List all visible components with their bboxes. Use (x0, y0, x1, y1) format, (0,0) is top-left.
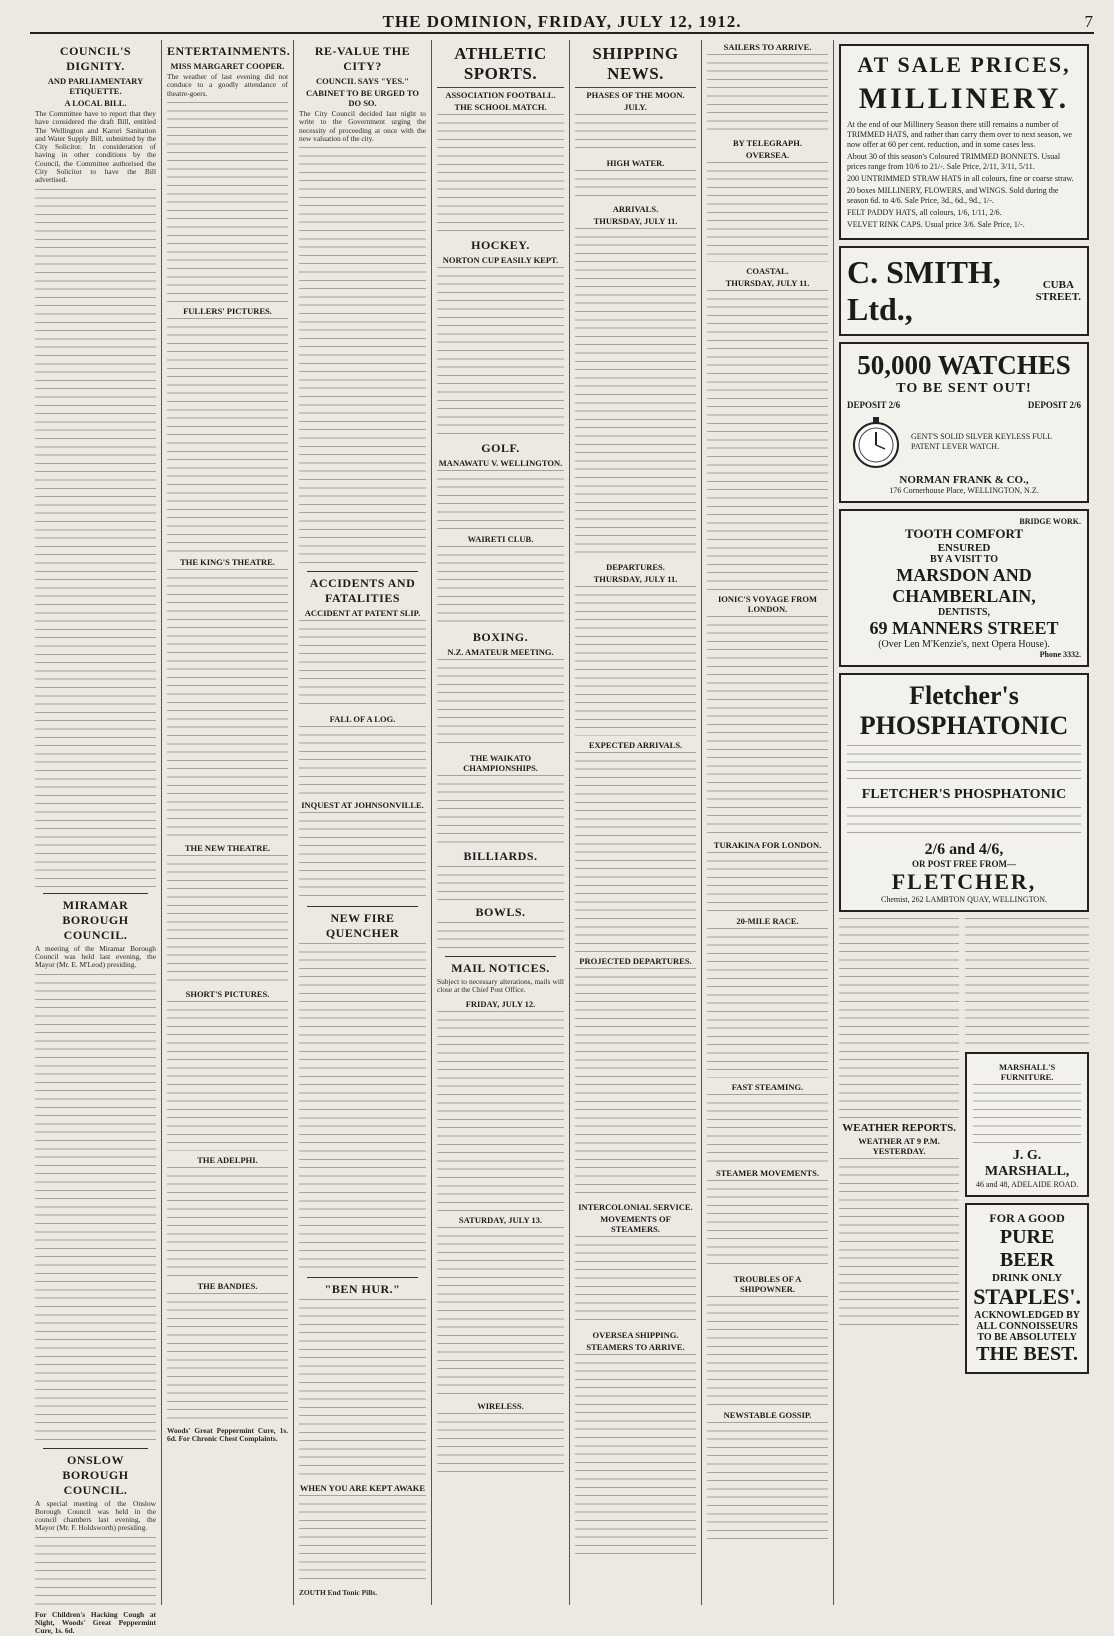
subhead: OVERSEA. (745, 150, 790, 160)
subhead: 20-MILE RACE. (736, 916, 799, 926)
subhead: AND PARLIAMENTARY ETIQUETTE. (47, 76, 144, 96)
subhead: FALL OF A LOG. (329, 714, 396, 725)
headline-fire-quencher: NEW FIRE QUENCHER (325, 911, 400, 941)
column-1 (30, 40, 162, 1636)
phosphatonic-title: Fletcher's PHOSPHATONIC (859, 681, 1069, 740)
subhead: THE KING'S THEATRE. (180, 556, 275, 567)
subhead: INQUEST AT JOHNSONVILLE. (301, 800, 424, 811)
article-continuation (35, 974, 156, 1444)
column-5 (570, 40, 702, 1605)
pocket-watch-icon (847, 413, 905, 471)
article-continuation (35, 1537, 156, 1607)
footer-ad: Woods' Great Peppermint Cure, 1s. 6d. For Chronic Chest Complaints. (167, 1425, 290, 1444)
newspaper-page (30, 40, 1094, 1636)
subhead: THE ADELPHI. (197, 1154, 258, 1165)
column-7-ads: AT SALE PRICES, MILLINERY. At the end of our Millinery Season there still remains a number of TRIMMED HATS, and rather than carry them over to next season, we now offer at 60 per cent. reduction, and in some cases less. About 30 of this season's Coloured TRIMMED BONNETS. Usual prices range from 10/6 to 21/-. Sale Price, 2/11, 3/11, 5/11. 200 UNTRIMMED STRAW HATS in all colours, fine or coarse straw. 20 boxes MILLINERY, FLOWERS, and WINGS. Sold during the season 6d. to 4/6. Sale Price, 3d., 6d., 9d., 1/-. FELT PADDY HATS, all colours, 1/6, 1/11, 2/6. VELVET RINK CAPS. Usual price 3/6. Sale Price, 1/-. C. SMITH, Ltd., CUBA STREET. 50,000 WATCHES TO BE SENT OUT! DEPOSIT 2/6 DEPOSIT 2/6 GENT'S SOLID SILVER KEYLESS FULL PATENT LEVER WATCH. NORMAN FRANK & CO., 176 Cornerhouse Place, WELLINGTON, N.Z. BRIDGE WORK. TOOTH COMFORT ENSURED BY A VISIT TO MARSDON AND CHAMBERLAIN, DENTISTS, 69 MANNERS STREET (Over Len M'Kenzie's, next Opera House). Phone 3332. Fletcher's PHOSPHATONIC FLETCHER'S PHOSPHATONIC 2/6 and 4/6, OR POST FREE FROM— FLETCHER, Chemist, 262 LAMBTON QUAY, WELLINGTON. WEATHER REPORTS. WEATHER AT 9 P.M. YESTERDAY. MARSHALL'S FURNITURE. J. G. MARSHALL, 46 and 48, ADELAIDE ROAD. FOR A GOOD PURE BEER DRINK ONLY STAPLES'. ACKNOWLEDGED BY ALL CONNOISSEURS TO BE ABSOLUTELY THE BEST. (834, 40, 1094, 1605)
subhead: THURSDAY, JULY 11. (593, 574, 678, 584)
subhead: COUNCIL SAYS "YES." (316, 76, 409, 86)
headline-boxing: BOXING. (472, 630, 529, 644)
subhead: TURAKINA FOR LONDON. (713, 840, 822, 850)
bridge-work-label: BRIDGE WORK. (1019, 517, 1081, 526)
article-text: The Committee have to report that they have considered the draft Bill, entitled The Wellington and Karori Sanitation and Water Supply Bill, submitted by the City Solicitor. In consideration of having in other conditions by the Council, the Committee authorised the City Solicitor to have the Bill advertised. (35, 109, 158, 185)
subhead: THE SCHOOL MATCH. (454, 102, 547, 112)
subhead: THE NEW THEATRE. (184, 842, 271, 853)
column-6 (702, 40, 834, 1605)
subhead: THE WAIKATO CHAMPIONSHIPS. (463, 753, 538, 773)
subhead: PHASES OF THE MOON. (586, 90, 685, 100)
subhead: FULLERS' PICTURES. (183, 305, 272, 316)
subhead: ASSOCIATION FOOTBALL. (445, 90, 556, 100)
subhead: WIRELESS. (477, 1400, 524, 1411)
headline-miramar: MIRAMAR BOROUGH COUNCIL. (62, 897, 129, 942)
headline-onslow: ONSLOW BOROUGH COUNCIL. (62, 1452, 129, 1497)
footer-ad: ZOUTH End Tonic Pills. (299, 1588, 378, 1598)
headline-golf: GOLF. (481, 441, 520, 455)
page-number: 7 (1084, 12, 1094, 31)
column-3 (294, 40, 432, 1605)
staples-ad: FOR A GOOD PURE BEER DRINK ONLY STAPLES'. ACKNOWLEDGED BY ALL CONNOISSEURS TO BE ABSOLUTELY THE BEST. (965, 1203, 1089, 1374)
millinery-ad: AT SALE PRICES, MILLINERY. At the end of our Millinery Season there still remains a number of TRIMMED HATS, and rather than carry them over to next season, we now offer at 60 per cent. reduction, and in some cases less. About 30 of this season's Coloured TRIMMED BONNETS. Usual prices range from 10/6 to 21/-. Sale Price, 2/11, 3/11, 5/11. 200 UNTRIMMED STRAW HATS in all colours, fine or coarse straw. 20 boxes MILLINERY, FLOWERS, and WINGS. Sold during the season 6d. to 4/6. Sale Price, 3d., 6d., 9d., 1/-. FELT PADDY HATS, all colours, 1/6, 1/11, 2/6. VELVET RINK CAPS. Usual price 3/6. Sale Price, 1/-. (839, 44, 1089, 240)
headline-billiards: BILLIARDS. (463, 849, 538, 863)
subhead: EXPECTED ARRIVALS. (588, 740, 683, 750)
subhead: FAST STEAMING. (731, 1082, 804, 1092)
phosphatonic-ad: Fletcher's PHOSPHATONIC FLETCHER'S PHOSPHATONIC 2/6 and 4/6, OR POST FREE FROM— FLETCHER, Chemist, 262 LAMBTON QUAY, WELLINGTON. (839, 673, 1089, 912)
dentists-ad: BRIDGE WORK. TOOTH COMFORT ENSURED BY A VISIT TO MARSDON AND CHAMBERLAIN, DENTISTS, 69 MANNERS STREET (Over Len M'Kenzie's, next Opera House). Phone 3332. (839, 509, 1089, 667)
subhead: STEAMERS TO ARRIVE. (586, 1342, 685, 1352)
weather-heading: WEATHER REPORTS. (842, 1122, 956, 1134)
headline-shipping-news: SHIPPING NEWS. (575, 44, 696, 88)
subhead: OVERSEA SHIPPING. (592, 1330, 679, 1340)
headline-hockey: HOCKEY. (471, 238, 530, 252)
subhead: SATURDAY, JULY 13. (458, 1214, 543, 1225)
ad-headline: AT SALE PRICES, (857, 52, 1071, 77)
headline-revalue: RE-VALUE THE CITY? (314, 44, 411, 73)
subhead: TROUBLES OF A SHIPOWNER. (733, 1274, 802, 1294)
subhead: SAILERS TO ARRIVE. (723, 42, 812, 52)
subhead: NORTON CUP EASILY KEPT. (442, 255, 559, 265)
article-text: A meeting of the Miramar Borough Council was held last evening, the Mayor (Mr. E. M'Leod) presiding. (35, 943, 158, 970)
marshall-ad: MARSHALL'S FURNITURE. J. G. MARSHALL, 46 and 48, ADELAIDE ROAD. (965, 1052, 1089, 1197)
ad-title: MILLINERY. (858, 82, 1070, 115)
subhead: NEWSTABLE GOSSIP. (723, 1410, 812, 1420)
subhead: COASTAL. (746, 266, 789, 276)
article-text: The City Council decided last night to write to the Government urging the necessity of proceeding at once with the new valuation of the city. (299, 109, 428, 143)
headline-mail-notices: MAIL NOTICES. (451, 961, 550, 975)
watches-headline: 50,000 WATCHES (857, 350, 1071, 380)
smith-name: C. SMITH, Ltd., (847, 254, 1001, 327)
subhead: JULY. (624, 102, 647, 112)
subhead: MANAWATU V. WELLINGTON. (438, 458, 563, 468)
watches-ad: 50,000 WATCHES TO BE SENT OUT! DEPOSIT 2/6 DEPOSIT 2/6 GENT'S SOLID SILVER KEYLESS FULL PATENT LEVER WATCH. NORMAN FRANK & CO., 176 Cornerhouse Place, WELLINGTON, N.Z. (839, 342, 1089, 503)
subhead: SHORT'S PICTURES. (185, 988, 270, 999)
subhead: N.Z. AMATEUR MEETING. (447, 647, 554, 657)
subhead: WAIRETI CLUB. (467, 534, 534, 544)
subhead: MISS MARGARET COOPER. (170, 61, 285, 71)
column-4 (432, 40, 570, 1605)
headline-bowls: BOWLS. (475, 905, 526, 919)
subhead: MOVEMENTS OF STEAMERS. (600, 1214, 671, 1234)
column-2 (162, 40, 294, 1605)
footer-ad: For Children's Hacking Cough at Night, Woods' Great Peppermint Cure, 1s. 6d. (35, 1609, 158, 1636)
subhead: THE BANDIES. (197, 1280, 258, 1291)
headline-councils-dignity: COUNCIL'S DIGNITY. (59, 44, 132, 73)
article-text: A special meeting of the Onslow Borough Council was held in the council chambers last evening, the Mayor (Mr. F. Holdsworth) presiding. (35, 1498, 158, 1533)
subhead: BY TELEGRAPH. (733, 138, 802, 148)
subhead: DEPARTURES. (606, 562, 665, 572)
article-text: Subject to necessary alterations, mails will close at the Chief Post Office. (437, 977, 566, 995)
subhead: INTERCOLONIAL SERVICE. (578, 1202, 693, 1212)
headline-ben-hur: "BEN HUR." (324, 1282, 401, 1297)
subhead: THURSDAY, JULY 11. (725, 278, 810, 288)
subhead: FRIDAY, JULY 12. (465, 998, 536, 1009)
subhead: CABINET TO BE URGED TO DO SO. (305, 88, 420, 108)
subhead: ARRIVALS. (612, 204, 659, 214)
subhead: PROJECTED DEPARTURES. (579, 956, 692, 966)
subhead: IONIC'S VOYAGE FROM LONDON. (717, 594, 817, 614)
subhead: THURSDAY, JULY 11. (593, 216, 678, 226)
masthead (30, 6, 1094, 34)
article-continuation (35, 189, 156, 889)
subhead: A LOCAL BILL. (64, 98, 127, 108)
headline-accidents: ACCIDENTS AND FATALITIES (309, 576, 416, 606)
article-text: The weather of last evening did not conduce to a goodly attendance of theatre-goers. (167, 72, 290, 98)
subhead: HIGH WATER. (606, 158, 665, 168)
subhead: ACCIDENT AT PATENT SLIP. (304, 608, 421, 619)
newspaper-title: THE DOMINION, FRIDAY, JULY 12, 1912. (382, 12, 742, 31)
headline-athletic-sports: ATHLETIC SPORTS. (437, 44, 564, 88)
subhead: STEAMER MOVEMENTS. (716, 1168, 819, 1178)
smith-address: CUBA STREET. (1035, 279, 1081, 303)
headline-entertainments: ENTERTAINMENTS. (167, 44, 291, 58)
smith-ad (839, 246, 1089, 336)
subhead: WHEN YOU ARE KEPT AWAKE (299, 1483, 426, 1494)
